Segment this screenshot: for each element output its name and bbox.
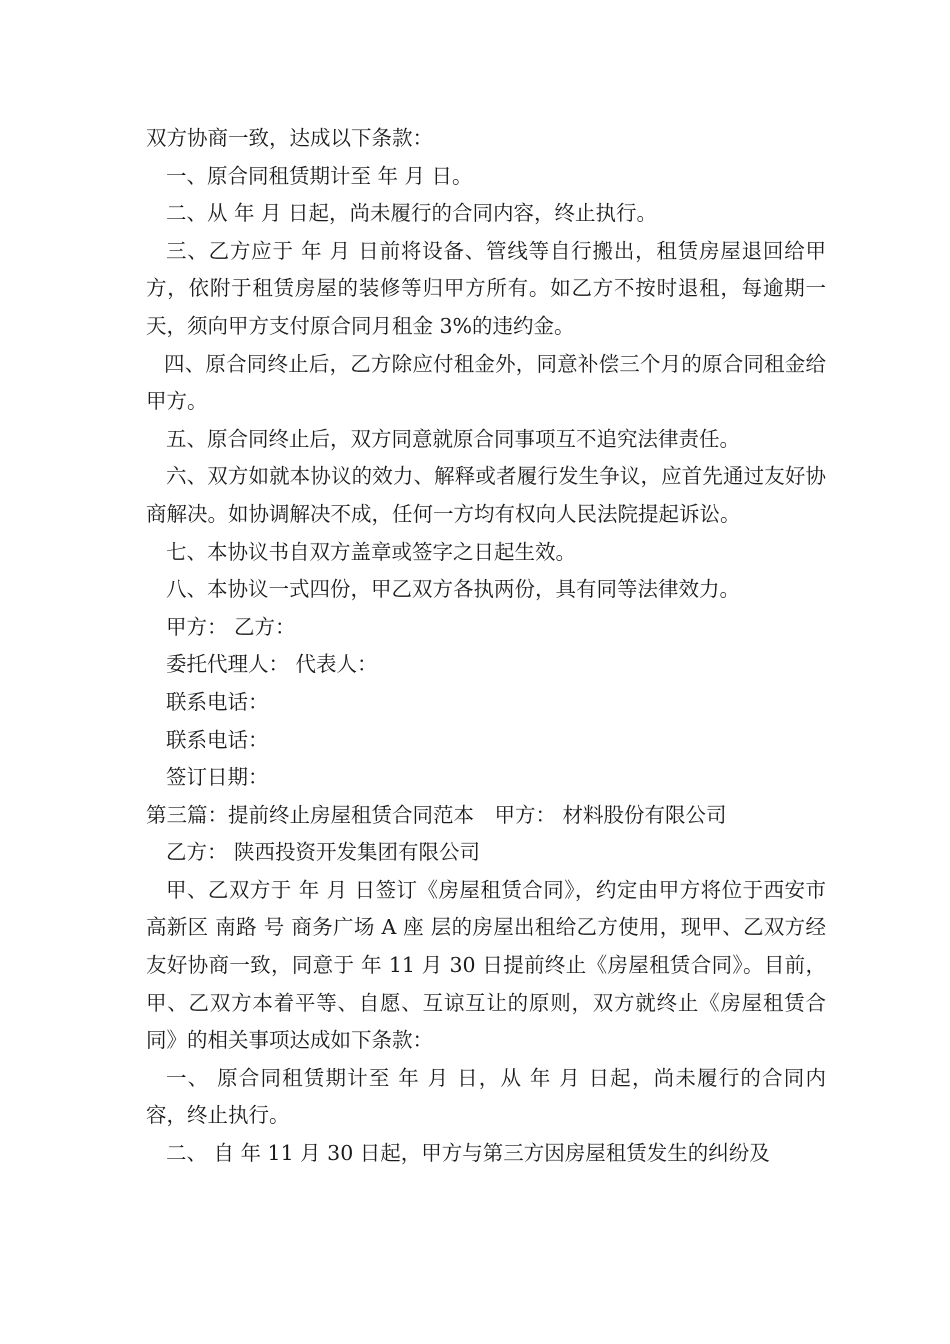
party-b: 乙方： 陕西投资开发集团有限公司	[166, 840, 481, 865]
clause-3: 三、乙方应于 年 月 日前将设备、管线等自行搬出，租赁房屋退回给甲方，依附于租赁房屋的装修等归甲方所有。如乙方不按时退租，每逾期一天，须向甲方支付原合同月租金 3%的违约金。	[146, 238, 826, 338]
clause-1: 一、原合同租赁期计至 年 月 日。	[166, 163, 473, 188]
clause-1: 一、 原合同租赁期计至 年 月 日，从 年 月 日起，尚未履行的合同内容，终止执行。	[146, 1065, 826, 1128]
signing-date: 签订日期：	[166, 765, 269, 790]
clause-4: 四、原合同终止后，乙方除应付租金外，同意补偿三个月的原合同租金给甲方。	[146, 351, 826, 414]
signature-parties: 甲方： 乙方：	[166, 614, 296, 639]
clause-6: 六、双方如就本协议的效力、解释或者履行发生争议，应首先通过友好协商解决。如协调解决不成，任何一方均有权向人民法院提起诉讼。	[146, 464, 826, 526]
clause-2: 二、从 年 月 日起，尚未履行的合同内容，终止执行。	[166, 201, 658, 226]
paragraph: 双方协商一致，达成以下条款：	[146, 126, 433, 150]
signature-agents: 委托代理人： 代表人：	[166, 652, 378, 677]
section-heading: 第三篇：提前终止房屋租赁合同范本 甲方： 材料股份有限公司	[146, 802, 727, 827]
clause-2: 二、 自 年 11 月 30 日起，甲方与第三方因房屋租赁发生的纠纷及	[166, 1141, 770, 1166]
contact-phone-2: 联系电话：	[166, 727, 269, 752]
clause-5: 五、原合同终止后，双方同意就原合同事项互不追究法律责任。	[166, 426, 740, 451]
contact-phone-1: 联系电话：	[166, 689, 269, 714]
clause-7: 七、本协议书自双方盖章或签字之日起生效。	[166, 539, 576, 564]
document-page	[146, 120, 826, 1173]
clause-8: 八、本协议一式四份，甲乙双方各执两份，具有同等法律效力。	[166, 577, 740, 602]
preamble: 甲、乙双方于 年 月 日签订《房屋租赁合同》，约定由甲方将位于西安市高新区 南路 号 商务广场 A 座 层的房屋出租给乙方使用，现甲、乙双方经友好协商一致，同意于 年 11 月 30 日提前终止《房屋租赁合同》。目前，甲、乙双方本着平等、自愿、互谅互让的原则，双方就终止《房屋租赁合同》的相关事项达成如下条款：	[146, 877, 826, 1053]
